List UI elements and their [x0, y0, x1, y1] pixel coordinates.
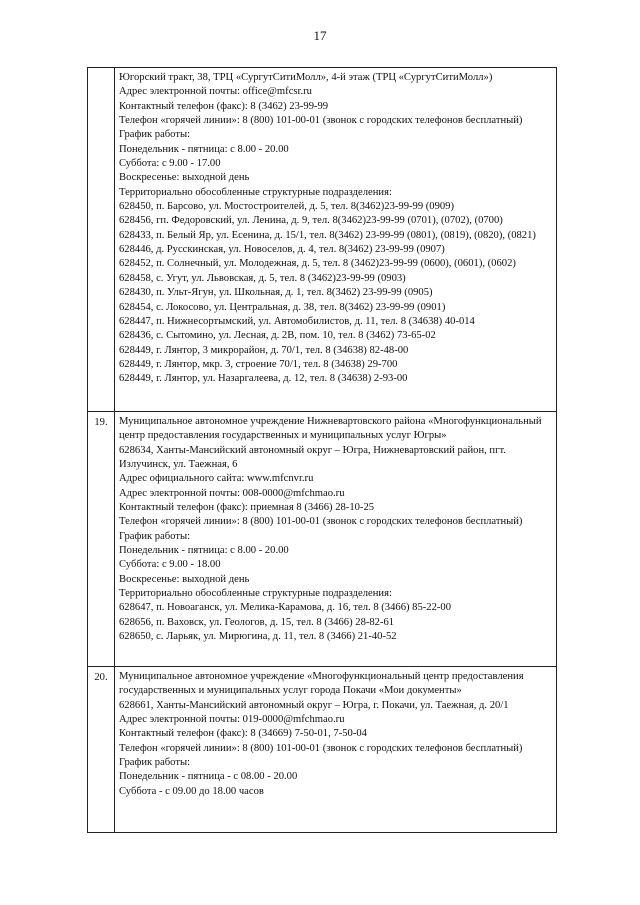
text-line: 628458, с. Угут, ул. Львовская, д. 5, тел. 8 (3462)23-99-99 (0903) [119, 272, 406, 284]
text-line: 628656, п. Ваховск, ул. Геологов, д. 15, тел. 8 (3466) 28-82-61 [119, 616, 395, 628]
row-number: 20. [88, 667, 115, 833]
text-line: 628661, Ханты-Мансийский автономный округ – Югра, г. Покачи, ул. Таежная, д. 20/1 [119, 699, 509, 711]
text-line: 628449, г. Лянтор, 3 микрорайон, д. 70/1, тел. 8 (34638) 82-48-00 [119, 344, 409, 356]
text-line: График работы: [119, 129, 191, 141]
text-line: 628634, Ханты-Мансийский автономный округ – Югра, Нижневартовский район, пгт. Излучинск, ул. Таежная, 6 [119, 444, 506, 471]
text-line: Телефон «горячей линии»: 8 (800) 101-00-01 (звонок с городских телефонов бесплатный) [119, 115, 523, 127]
text-line: 628452, п. Солнечный, ул. Молодежная, д. 5, тел. 8 (3462)23-99-99 (0600), (0601), (0602) [119, 258, 516, 270]
text-line: Телефон «горячей линии»: 8 (800) 101-00-01 (звонок с городских телефонов бесплатный) [119, 516, 523, 528]
text-line: Территориально обособленные структурные подразделения: [119, 186, 392, 198]
text-line: Телефон «горячей линии»: 8 (800) 101-00-01 (звонок с городских телефонов бесплатный) [119, 742, 523, 754]
mfc-registry-table [87, 67, 557, 833]
text-line: 628447, п. Нижнесортымский, ул. Автомобилистов, д. 11, тел. 8 (34638) 40-014 [119, 315, 475, 327]
row-number: 19. [88, 412, 115, 667]
text-line: 628650, с. Ларьяк, ул. Мирюгина, д. 11, тел. 8 (3466) 21-40-52 [119, 631, 397, 643]
text-line: Воскресенье: выходной день [119, 573, 250, 585]
text-line: Понедельник - пятница - с 08.00 - 20.00 [119, 771, 298, 783]
text-line: Суббота: с 9.00 - 18.00 [119, 559, 221, 571]
text-line: 628430, п. Ульт-Ягун, ул. Школьная, д. 1, тел. 8(3462) 23-99-99 (0905) [119, 287, 433, 299]
text-line: Контактный телефон (факс): 8 (34669) 7-50-01, 7-50-04 [119, 728, 367, 740]
text-line: 628446, д. Русскинская, ул. Новоселов, д. 4, тел. 8(3462) 23-99-99 (0907) [119, 244, 445, 256]
table-row [88, 412, 557, 667]
text-line: Суббота: с 9.00 - 17.00 [119, 158, 221, 170]
text-line: 628454, с. Локосово, ул. Центральная, д. 38, тел. 8(3462) 23-99-99 (0901) [119, 301, 446, 313]
text-line: Адрес электронной почты: 008-0000@mfchmao.ru [119, 487, 345, 499]
text-line: Контактный телефон (факс): 8 (3462) 23-99-99 [119, 100, 329, 112]
text-line: Понедельник - пятница: с 8.00 - 20.00 [119, 143, 289, 155]
text-line: Муниципальное автономное учреждение Нижневартовского района «Многофункциональный центр предоставления государственных и муниципальных услуг Югры» [119, 416, 542, 442]
table-body [88, 68, 557, 833]
text-line: 628436, с. Сытомино, ул. Лесная, д. 2В, пом. 10, тел. 8 (3462) 73-65-02 [119, 330, 436, 342]
text-line: Суббота - с 09.00 до 18.00 часов [119, 785, 264, 797]
text-line: 628449, г. Лянтор, мкр. 3, строение 70/1, тел. 8 (34638) 29-700 [119, 358, 398, 370]
text-line: Адрес электронной почты: office@mfcsr.ru [119, 86, 312, 98]
text-line: Адрес электронной почты: 019-0000@mfchmao.ru [119, 714, 345, 726]
text-line: График работы: [119, 530, 191, 542]
text-line: 628433, п. Белый Яр, ул. Есенина, д. 15/1, тел. 8(3462) 23-99-99 (0801), (0819), (0820), (0821) [119, 229, 536, 241]
text-line: Понедельник - пятница: с 8.00 - 20.00 [119, 545, 289, 557]
text-line: График работы: [119, 757, 191, 769]
row-number [88, 68, 115, 412]
text-line: Югорский тракт, 38, ТРЦ «СургутСитиМолл», 4-й этаж (ТРЦ «СургутСитиМолл») [119, 72, 493, 83]
row-content [115, 68, 557, 412]
text-line: 628449, г. Лянтор, ул. Назаргалеева, д. 12, тел. 8 (34638) 2-93-00 [119, 373, 408, 385]
text-line: 628450, п. Барсово, ул. Мостостроителей, д. 5, тел. 8(3462)23-99-99 (0909) [119, 201, 455, 213]
text-line: Контактный телефон (факс): приемная 8 (3466) 28-10-25 [119, 502, 375, 514]
text-line: Муниципальное автономное учреждение «Многофункциональный центр предоставления государственных и муниципальных услуг города Покачи «Мои документы» [119, 671, 524, 697]
table-row [88, 667, 557, 833]
text-line: Адрес официального сайта: www.mfcnvr.ru [119, 473, 314, 485]
text-line: 628456, гп. Федоровский, ул. Ленина, д. 9, тел. 8(3462)23-99-99 (0701), (0702), (0700) [119, 215, 503, 227]
text-line: 628647, п. Новоаганск, ул. Мелика-Карамова, д. 16, тел. 8 (3466) 85-22-00 [119, 602, 452, 614]
table-row [88, 68, 557, 412]
page-number: 17 [313, 28, 327, 43]
text-line: Территориально обособленные структурные подразделения: [119, 588, 392, 600]
text-line: Воскресенье: выходной день [119, 172, 250, 184]
row-content [115, 412, 557, 667]
row-content [115, 667, 557, 833]
